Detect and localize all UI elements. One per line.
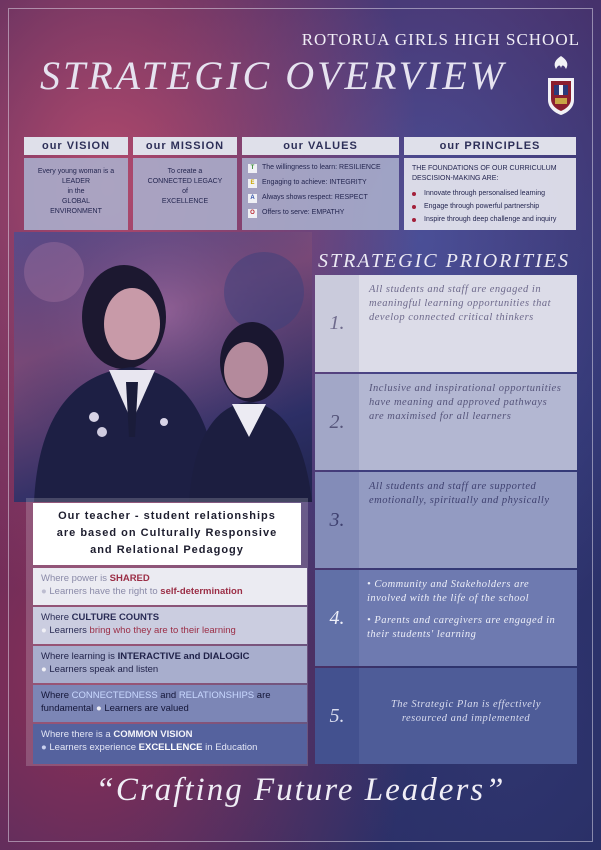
relationship-row bbox=[33, 724, 307, 764]
mission-line: CONNECTED LEGACY bbox=[147, 178, 223, 185]
priority-item bbox=[315, 374, 577, 470]
relationship-learner-keyword: EXCELLENCE bbox=[138, 742, 203, 753]
relationship-learner bbox=[41, 702, 299, 715]
priority-bullet: • Community and Stakeholders are involved with the life of the school bbox=[367, 579, 530, 604]
mission-line: To create a bbox=[167, 168, 203, 175]
priority-text: All students and staff are supported emotionally, spiritually and physically bbox=[369, 481, 550, 506]
value-text: Always shows respect: RESPECT bbox=[262, 194, 368, 201]
relationship-where bbox=[41, 611, 299, 624]
relationship-where bbox=[41, 728, 299, 741]
principle-item bbox=[412, 189, 568, 199]
priority-text bbox=[359, 570, 577, 666]
relationship-row bbox=[33, 646, 307, 683]
priority-number: 4. bbox=[315, 570, 359, 666]
relationship-learner-text: Learners speak and listen bbox=[49, 664, 159, 675]
relationships-heading-line: and Relational Pedagogy bbox=[90, 544, 244, 556]
mission-body bbox=[133, 158, 237, 230]
value-letter: A bbox=[248, 194, 257, 203]
relationship-learner-keyword: bring who they are to their learning bbox=[89, 625, 236, 636]
priority-number: 1. bbox=[315, 275, 359, 372]
relationship-where-text: fundamental bbox=[41, 703, 94, 714]
strategic-priorities-title: STRATEGIC PRIORITIES bbox=[318, 250, 571, 272]
value-item bbox=[248, 163, 393, 173]
relationship-keyword: CULTURE COUNTS bbox=[71, 612, 160, 623]
relationship-learner-text: in Education bbox=[202, 742, 258, 753]
vision-line: LEADER bbox=[61, 178, 90, 185]
relationship-where-text: Where there is a bbox=[41, 729, 114, 740]
relationship-row bbox=[33, 568, 307, 605]
priority-bullet: • Parents and caregivers are engaged in their students' learning bbox=[367, 615, 556, 640]
principles-lead bbox=[412, 164, 568, 184]
priority-item bbox=[315, 668, 577, 764]
bullet-icon: ● bbox=[41, 742, 50, 753]
relationship-keyword: RELATIONSHIPS bbox=[178, 690, 255, 701]
relationship-learner-text: Learners have the right to bbox=[49, 586, 161, 597]
relationship-row bbox=[33, 607, 307, 644]
bullet-icon: ● bbox=[41, 664, 50, 675]
priority-number: 2. bbox=[315, 374, 359, 470]
students-photo bbox=[14, 232, 312, 502]
relationship-learner bbox=[41, 663, 299, 676]
priority-text: The Strategic Plan is effectively resourced and implemented bbox=[390, 699, 542, 724]
relationship-learner-text: Learners bbox=[49, 625, 90, 636]
relationship-where bbox=[41, 572, 299, 585]
relationship-row bbox=[33, 685, 307, 722]
value-letter: T bbox=[248, 164, 257, 173]
value-text: Offers to serve: EMPATHY bbox=[262, 209, 345, 216]
vision-heading: our VISION bbox=[24, 137, 128, 155]
values-heading: our VALUES bbox=[242, 137, 399, 155]
relationship-where-text: Where bbox=[41, 612, 72, 623]
mission-line: EXCELLENCE bbox=[161, 198, 209, 205]
relationship-keyword: SHARED bbox=[109, 573, 150, 584]
vision-body bbox=[24, 158, 128, 230]
priority-item bbox=[315, 275, 577, 372]
mission-line: of bbox=[182, 188, 188, 195]
value-text: Engaging to achieve: INTEGRITY bbox=[262, 179, 367, 186]
students-illustration bbox=[14, 232, 312, 502]
principle-text: Engage through powerful partnership bbox=[424, 203, 540, 210]
priority-item bbox=[315, 570, 577, 666]
relationship-keyword: CONNECTEDNESS bbox=[71, 690, 158, 701]
principle-item bbox=[412, 215, 568, 225]
value-item bbox=[248, 208, 393, 218]
priority-text: All students and staff are engaged in meaningful learning opportunities that develop connected critical thinkers bbox=[369, 284, 552, 323]
value-item bbox=[248, 193, 393, 203]
priority-number: 5. bbox=[315, 668, 359, 764]
school-crest-icon bbox=[544, 54, 578, 116]
relationship-where-text: Where learning is bbox=[41, 651, 118, 662]
relationship-learner-text: Learners experience bbox=[49, 742, 139, 753]
bullet-icon bbox=[412, 192, 416, 196]
bullet-icon bbox=[412, 205, 416, 209]
priority-number: 3. bbox=[315, 472, 359, 568]
relationships-heading-line: Our teacher - student relationships bbox=[58, 510, 276, 522]
bullet-icon: ● bbox=[41, 586, 50, 597]
value-text: The willingness to learn: RESILIENCE bbox=[262, 164, 381, 171]
principles-lead-line: DESCISION-MAKING ARE: bbox=[412, 175, 499, 182]
relationships-heading bbox=[33, 503, 301, 565]
relationship-where-text: and bbox=[157, 690, 179, 701]
relationship-where bbox=[41, 650, 299, 663]
relationships-heading-line: are based on Culturally Responsive bbox=[56, 527, 278, 539]
relationship-where-text: Where bbox=[41, 690, 72, 701]
bullet-icon: ● bbox=[41, 625, 50, 636]
principle-text: Inspire through deep challenge and inquiry bbox=[424, 216, 557, 223]
vision-line: Every young woman is a bbox=[37, 168, 115, 175]
tagline: “Crafting Future Leaders” bbox=[95, 772, 506, 808]
priority-text: Inclusive and inspirational opportunities have meaning and approved pathways are maximised for all learners bbox=[369, 383, 562, 422]
value-item bbox=[248, 178, 393, 188]
relationship-learner bbox=[41, 585, 299, 598]
priority-item bbox=[315, 472, 577, 568]
principles-heading: our PRINCIPLES bbox=[404, 137, 576, 155]
relationship-learner bbox=[41, 741, 299, 754]
bullet-icon: ● bbox=[95, 703, 105, 714]
relationship-keyword: INTERACTIVE and DIALOGIC bbox=[117, 651, 250, 662]
mission-heading: our MISSION bbox=[133, 137, 237, 155]
values-body bbox=[242, 158, 399, 230]
relationship-learner bbox=[41, 624, 299, 637]
bullet-icon bbox=[412, 218, 416, 222]
page-title: STRATEGIC OVERVIEW bbox=[40, 53, 507, 98]
relationship-where-text: are bbox=[254, 690, 271, 701]
vision-line: in the bbox=[67, 188, 85, 195]
school-name: ROTORUA GIRLS HIGH SCHOOL bbox=[301, 30, 580, 49]
value-letter: E bbox=[248, 179, 257, 188]
relationship-keyword: COMMON VISION bbox=[113, 729, 193, 740]
relationship-where bbox=[41, 689, 299, 702]
vision-line: GLOBAL bbox=[61, 198, 90, 205]
priority-bullet-text: Community and Stakeholders are involved with the life of the school bbox=[367, 579, 530, 604]
principle-item bbox=[412, 202, 568, 212]
priority-bullet-text: Parents and caregivers are engaged in their students' learning bbox=[367, 615, 556, 640]
principles-body bbox=[404, 158, 576, 230]
value-letter: O bbox=[248, 209, 257, 218]
relationship-learner-keyword: self-determination bbox=[160, 586, 243, 597]
relationship-learner-text: Learners are valued bbox=[104, 703, 189, 714]
relationship-where-text: Where power is bbox=[41, 573, 110, 584]
vision-line: ENVIRONMENT bbox=[50, 208, 102, 215]
principles-lead-line: THE FOUNDATIONS OF OUR CURRICULUM bbox=[412, 165, 557, 172]
principle-text: Innovate through personalised learning bbox=[424, 190, 546, 197]
